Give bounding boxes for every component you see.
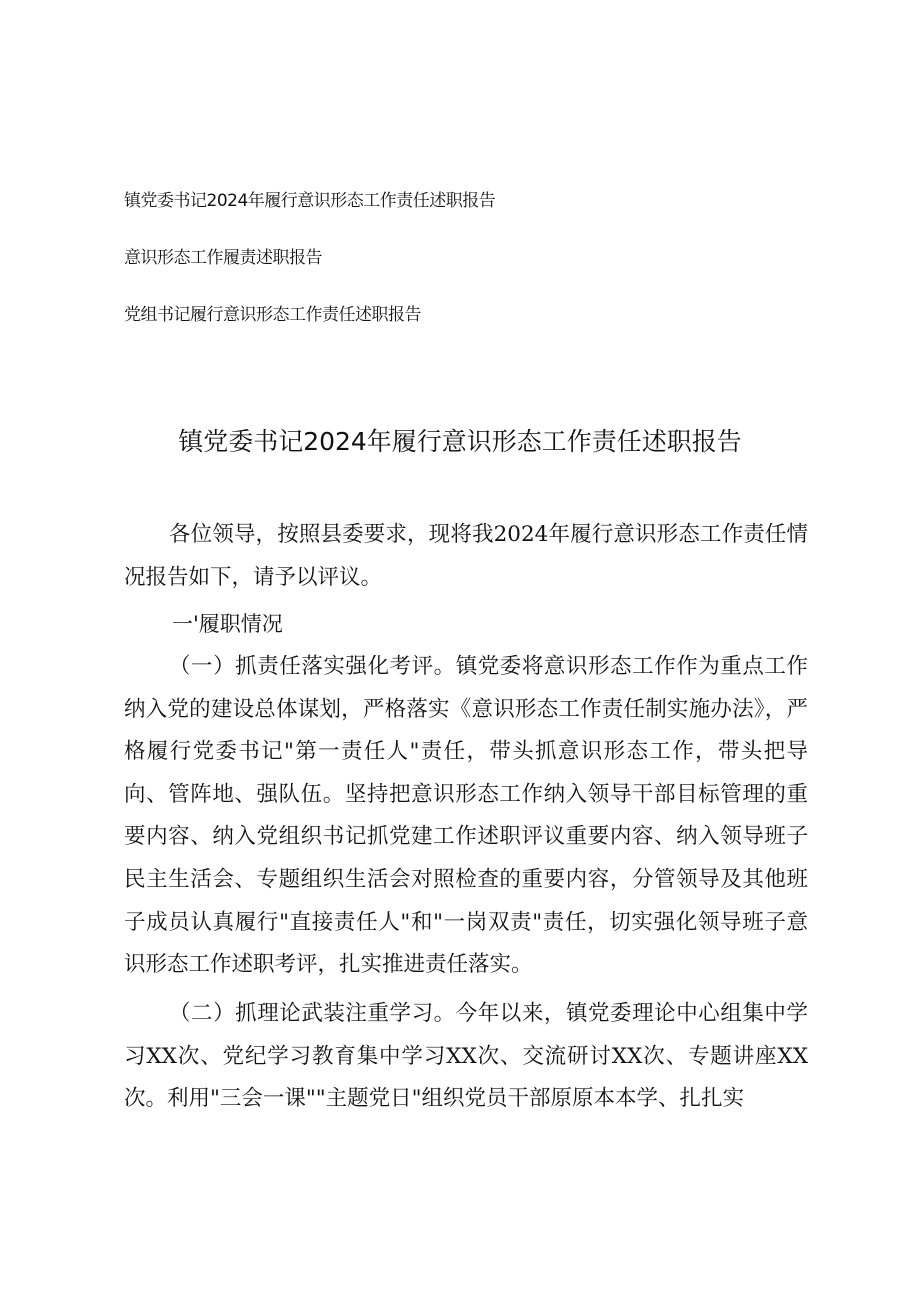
toc-item: 党组书记履行意识形态工作责任述职报告 — [124, 305, 421, 325]
toc-item: 意识形态工作履责述职报告 — [124, 248, 322, 268]
document-title: 镇党委书记2024年履行意识形态工作责任述职报告 — [178, 427, 742, 456]
body-paragraph: （一）抓责任落实强化考评。镇党委将意识形态工作作为重点工作纳入党的建设总体谋划，严格落实《意识形态工作责任制实施办法》，严格履行党委书记"第一责任人"责任，带头抓意识形态工作，带头把导向、管阵地、强队伍。坚持把意识形态工作纳入领导干部目标管理的重要内容、纳入党组织书记抓党建工作述职评议重要内容、纳入领导班子民主生活会、专题组织生活会对照检查的重要内容，分管领导及其他班子成员认真履行"直接责任人"和"一岗双责"责任，切实强化领导班子意识形态工作述职考评，扎实推进责任落实。 — [124, 654, 808, 978]
body-paragraph: （二）抓理论武装注重学习。今年以来，镇党委理论中心组集中学习XX次、党纪学习教育集中学习XX次、交流研讨XX次、专题讲座XX次。利用"三会一课""主题党日"组织党员干部原原本本学、扎扎实 — [124, 1001, 808, 1112]
intro-paragraph: 各位领导，按照县委要求，现将我2024年履行意识形态工作责任情况报告如下，请予以评议。 — [124, 522, 808, 590]
toc-item: 镇党委书记2024年履行意识形态工作责任述职报告 — [124, 191, 496, 211]
section-heading: 一'履职情况 — [172, 612, 283, 636]
